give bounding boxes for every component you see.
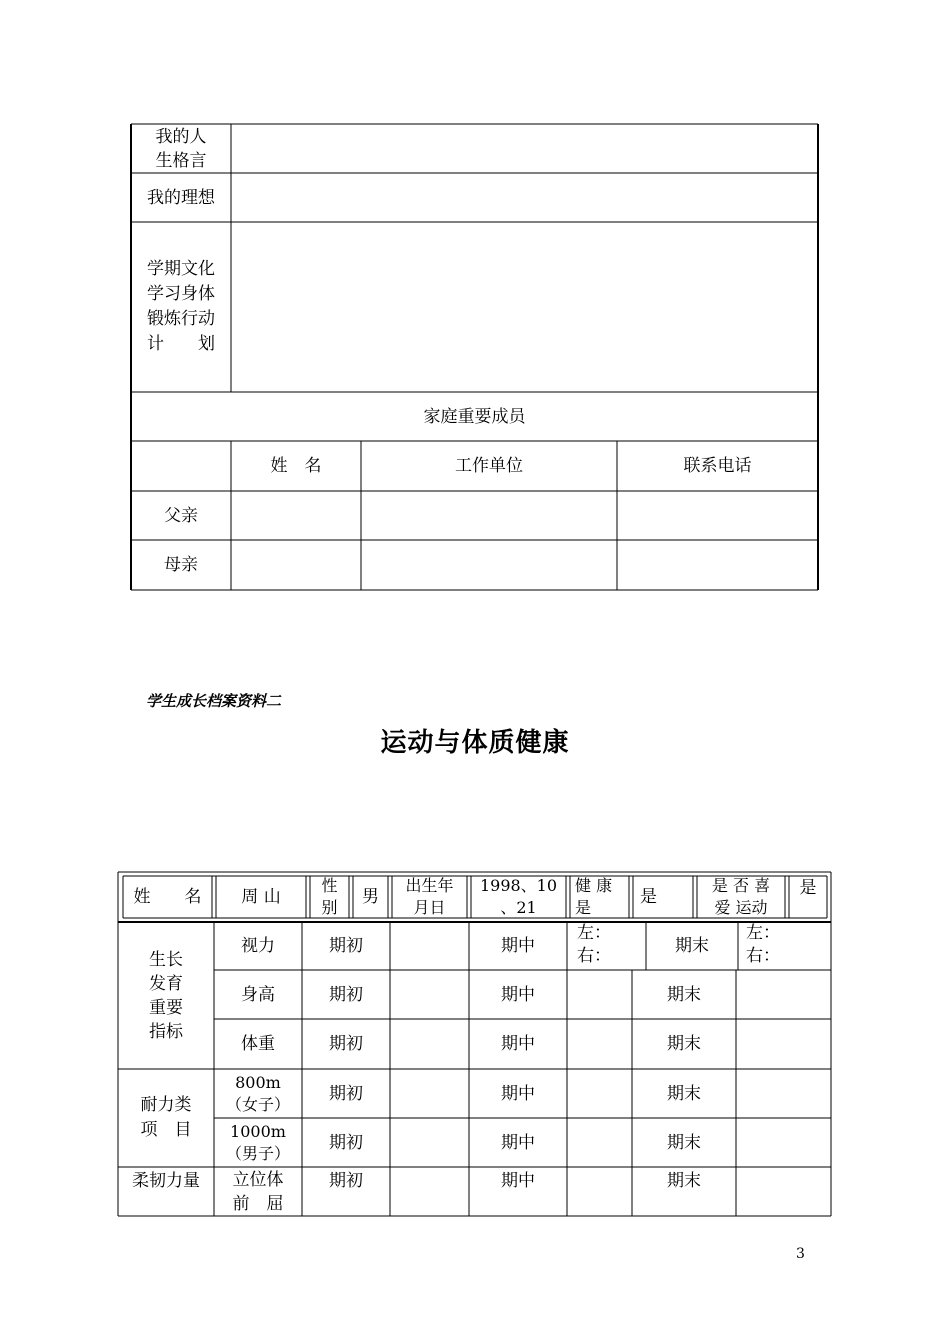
health-value: 是 <box>640 887 657 907</box>
health-label: 健 康 是 <box>575 876 613 917</box>
weight-start-input[interactable] <box>390 1019 469 1069</box>
sit-reach-label: 立位体 前 屈 <box>232 1169 284 1214</box>
col-work-header: 工作单位 <box>455 456 523 476</box>
vision-start-input[interactable] <box>390 922 469 970</box>
run-800-start-label: 期初 <box>329 1083 363 1104</box>
run-1000-end-input[interactable] <box>736 1118 831 1167</box>
run-1000-label: 1000m （男子） <box>225 1121 290 1163</box>
run-1000-end-label: 期末 <box>667 1132 701 1153</box>
family-header: 家庭重要成员 <box>423 406 526 427</box>
col-phone-header: 联系电话 <box>683 456 752 476</box>
run-800-end-label: 期末 <box>667 1083 701 1104</box>
run-800-end-input[interactable] <box>736 1069 831 1118</box>
sit-reach-mid-label: 期中 <box>501 1171 535 1191</box>
sit-reach-end-input[interactable] <box>736 1167 831 1216</box>
height-mid-label: 期中 <box>501 984 535 1005</box>
mother-label: 母亲 <box>164 555 198 575</box>
flex-label: 柔韧力量 <box>132 1171 200 1191</box>
run-1000-start-label: 期初 <box>329 1132 363 1153</box>
growth-label: 生长 发育 重要 指标 <box>149 949 183 1042</box>
weight-label: 体重 <box>241 1034 275 1054</box>
run-800-mid-input[interactable] <box>567 1069 632 1118</box>
birth-label: 出生年 月日 <box>405 876 454 917</box>
vision-end-lr[interactable]: 左： 右： <box>746 923 780 966</box>
father-label: 父亲 <box>164 505 198 526</box>
gender-value: 男 <box>362 887 379 907</box>
run-800-mid-label: 期中 <box>501 1083 535 1104</box>
gender-label: 性 别 <box>321 876 338 917</box>
run-1000-mid-label: 期中 <box>501 1132 535 1153</box>
motto-label: 我的人 生格言 <box>155 126 207 171</box>
height-start-input[interactable] <box>390 970 469 1019</box>
section-title: 运动与体质健康 <box>380 728 570 758</box>
name-value: 周 山 <box>241 887 281 907</box>
vision-label: 视力 <box>241 936 275 956</box>
height-end-label: 期末 <box>667 984 701 1005</box>
ideal-label: 我的理想 <box>147 187 215 208</box>
run-800-start-input[interactable] <box>390 1069 469 1118</box>
name-label: 姓 名 <box>133 887 202 907</box>
height-end-input[interactable] <box>736 970 831 1019</box>
vision-mid-lr[interactable]: 左： 右： <box>577 923 611 966</box>
vision-end-label: 期末 <box>675 936 709 956</box>
vision-mid-label: 期中 <box>501 936 535 956</box>
height-label: 身高 <box>241 984 275 1005</box>
weight-end-label: 期末 <box>667 1034 701 1054</box>
page-number: 3 <box>796 1246 805 1262</box>
sit-reach-end-label: 期末 <box>667 1171 701 1191</box>
height-mid-input[interactable] <box>567 970 632 1019</box>
sit-reach-start-label: 期初 <box>329 1171 363 1191</box>
vision-start-label: 期初 <box>329 936 363 956</box>
weight-mid-label: 期中 <box>501 1034 535 1054</box>
sit-reach-mid-input[interactable] <box>567 1167 632 1216</box>
run-800-label: 800m （女子） <box>225 1072 290 1114</box>
height-start-label: 期初 <box>329 984 363 1005</box>
sport-value: 是 <box>799 878 817 898</box>
weight-start-label: 期初 <box>329 1034 363 1054</box>
sit-reach-start-input[interactable] <box>390 1167 469 1216</box>
endurance-label: 耐力类 项 目 <box>140 1095 192 1140</box>
birth-value: 1998、10 、21 <box>479 876 558 917</box>
section-subtitle: 学生成长档案资料二 <box>146 692 282 710</box>
run-1000-mid-input[interactable] <box>567 1118 632 1167</box>
weight-end-input[interactable] <box>736 1019 831 1069</box>
sport-label: 是 否 喜 爱 运动 <box>711 876 771 917</box>
plan-label: 学期文化 学习身体 锻炼行动 计 划 <box>147 259 215 354</box>
col-name-header: 姓 名 <box>270 456 322 476</box>
weight-mid-input[interactable] <box>567 1019 632 1069</box>
run-1000-start-input[interactable] <box>390 1118 469 1167</box>
